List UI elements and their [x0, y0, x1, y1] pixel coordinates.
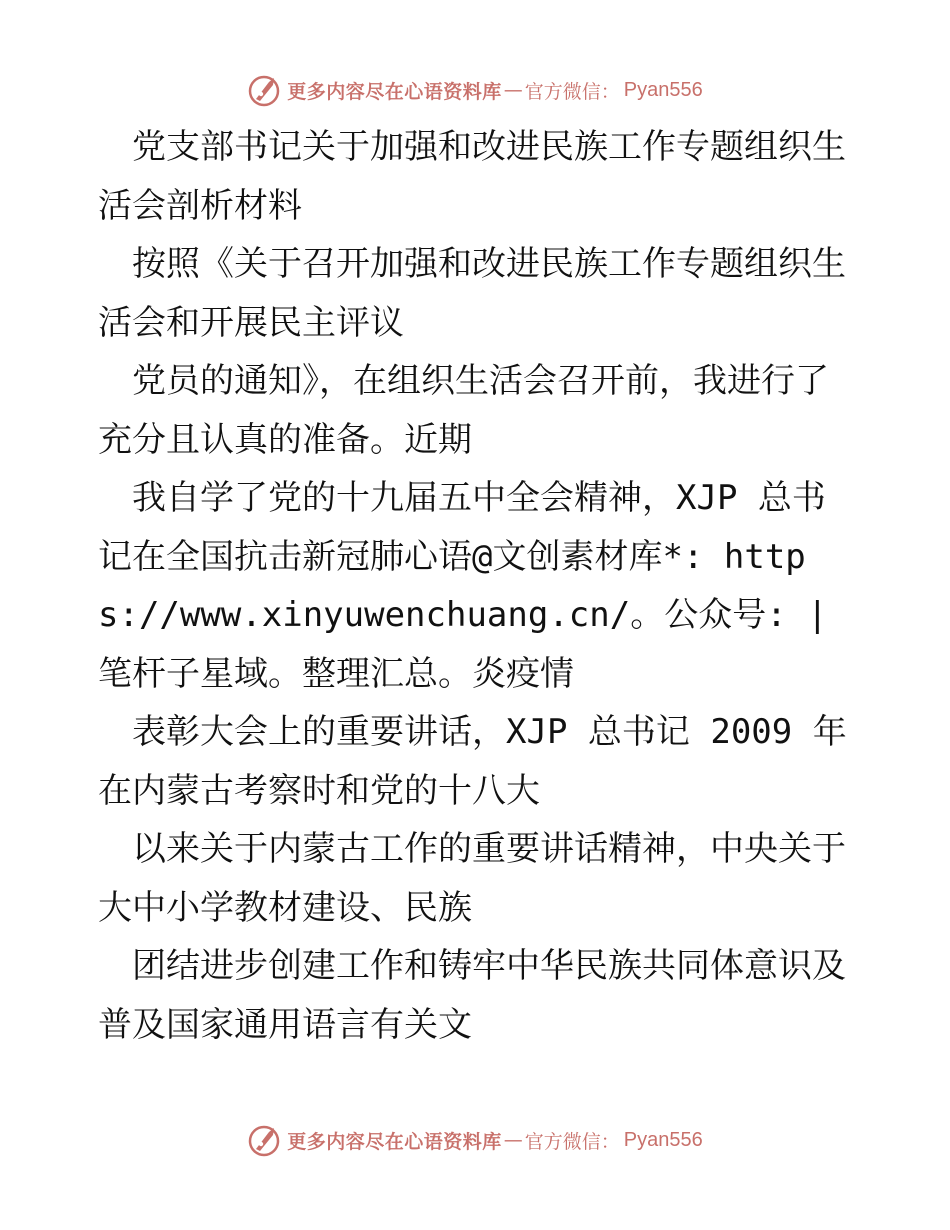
paragraph-4: 我自学了党的十九届五中全会精神，XJP 总书记在全国抗击新冠肺心语@文创素材库*: https://www.xinyuwenchuang.cn/。公众号: |笔杆子星域。整理汇总。炎疫情 — [98, 478, 828, 694]
footer-contact-label: 官方微信： — [524, 1130, 620, 1153]
paragraph-3: 党员的通知》，在组织生活会召开前，我进行了充分且认真的准备。近期 — [98, 361, 829, 460]
pen-nib-circle-icon — [247, 72, 283, 108]
document-body — [98, 118, 858, 1054]
pen-nib-circle-icon — [247, 1122, 283, 1158]
paragraph-5: 表彰大会上的重要讲话，XJP 总书记 2009 年在内蒙古考察时和党的十八大 — [98, 712, 847, 811]
header-contact-id: Pyan556 — [623, 78, 703, 101]
header-dash: — — [503, 79, 523, 101]
footer-brand-text: 更多内容尽在心语资料库 — [287, 1130, 502, 1153]
footer-watermark — [0, 1120, 950, 1160]
paragraph-title: 党支部书记关于加强和改进民族工作专题组织生活会剖析材料 — [98, 127, 846, 226]
header-contact-label: 官方微信： — [524, 80, 620, 103]
footer-dash: — — [503, 1129, 523, 1151]
header-brand-text: 更多内容尽在心语资料库 — [287, 80, 502, 103]
footer-contact-id: Pyan556 — [623, 1128, 703, 1151]
paragraph-2: 按照《关于召开加强和改进民族工作专题组织生活会和开展民主评议 — [98, 244, 846, 343]
header-watermark — [0, 70, 950, 110]
paragraph-6: 以来关于内蒙古工作的重要讲话精神，中央关于大中小学教材建设、民族 — [98, 829, 846, 928]
paragraph-7: 团结进步创建工作和铸牢中华民族共同体意识及普及国家通用语言有关文 — [98, 946, 846, 1045]
